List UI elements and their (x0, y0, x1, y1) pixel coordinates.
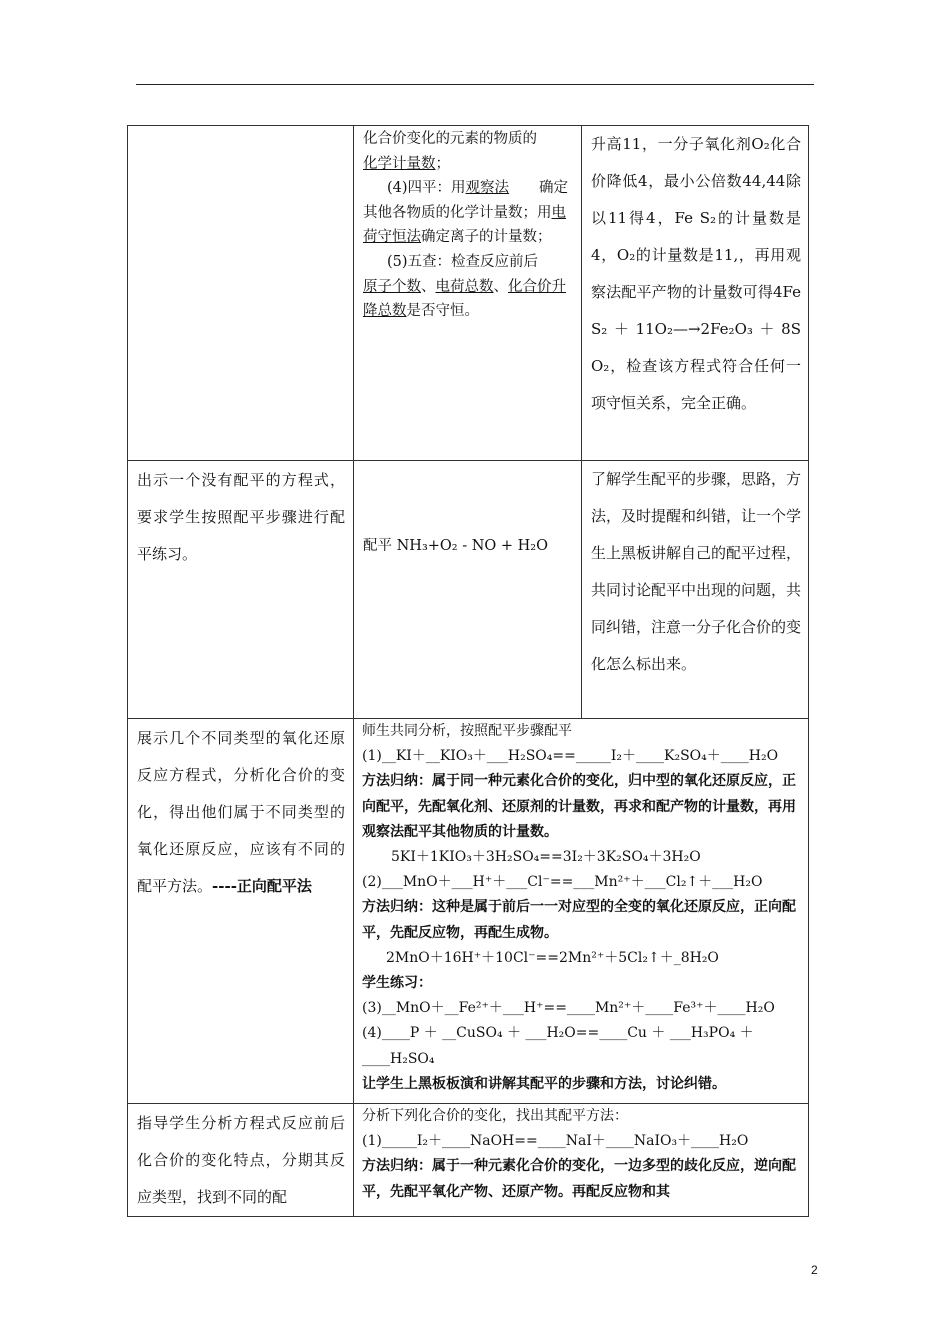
purpose-cell: 了解学生配平的步骤，思路，方法，及时提醒和纠错，让一个学生上黑板讲解自己的配平过程，共同讨论配平中出现的问题，共同纠错，注意一分子化合价的变化怎么标出来。 (582, 461, 809, 719)
teacher-activity-cell: 指导学生分析方程式反应前后化合价的变化特点，分期其反应类型，找到不同的配 (128, 1104, 354, 1217)
table-row (128, 461, 809, 719)
answer-2: 2MnO＋16H⁺＋10Cl⁻==2Mn²⁺＋5Cl₂↑＋_8H₂O (386, 949, 719, 966)
worked-example-text: 升高11，一分子氧化剂O₂化合价降低4，最小公倍数44,44除以11得4，Fe S₂的计量数是4，O₂的计量数是11,，再用观察法配平产物的计量数可得4Fe S₂＋11O₂—→2Fe₂O₃＋8S O₂，检查该方程式符合任何一项守恒关系，完全正确。 (591, 135, 801, 412)
teacher-activity-cell (128, 126, 354, 461)
answer-1: 5KI＋1KIO₃＋3H₂SO₄==3I₂＋3K₂SO₄＋3H₂O (391, 849, 701, 866)
method-summary: 方法归纳：属于同一种元素化合价的变化，归中型的氧化还原反应，正向配平，先配氧化剂、还原剂的计量数，再求和配产物的计量数，再用观察法配平其他物质的计量数。 (362, 773, 796, 840)
equation-3: (3)__MnO＋__Fe²⁺＋___H⁺==____Mn²⁺＋____Fe³⁺＋____H₂O (362, 1000, 775, 1017)
analysis-cell: 师生共同分析，按照配平步骤配平 (1)__KI＋__KIO₃＋___H₂SO₄==_____I₂＋____K₂SO₄＋____H₂O 方法归纳：属于同一种元素化合价的变化，归中型的氧化还原反应，正向配平，先配氧化剂、还原剂的计量数，再求和配产物的计量数，再用观察法配平其他物质的计量数。 5KI＋1KIO₃＋3H₂SO₄==3I₂＋3K₂SO₄＋3H₂O (2)___MnO＋___H⁺＋___Cl⁻==___Mn²⁺＋___Cl₂↑＋___H₂O 方法归纳：这种是属于前后一一对应型的全变的氧化还原反应，正向配平，先配反应物，再配生成物。 2MnO＋16H⁺＋10Cl⁻==2Mn²⁺＋5Cl₂↑＋_8H₂O 学生练习： (3)__MnO＋__Fe²⁺＋___H⁺==____Mn²⁺＋____Fe³⁺＋____H₂O (4)____P ＋ __CuSO₄ ＋ ___H₂O==____Cu ＋ ___H₃PO₄ ＋ ____H₂SO₄ 让学生上黑板板演和讲解其配平的步骤和方法，讨论纠错。 (354, 719, 809, 1104)
lesson-table (127, 125, 809, 1217)
teacher-activity-cell: 出示一个没有配平的方程式，要求学生按照配平步骤进行配平练习。 (128, 461, 354, 719)
equation-2: (2)___MnO＋___H⁺＋___Cl⁻==___Mn²⁺＋___Cl₂↑＋___H₂O (362, 874, 763, 891)
method-summary: 方法归纳：属于一种元素化合价的变化，一边多型的歧化反应，逆向配平，先配平氧化产物、还原产物。再配反应物和其 (362, 1158, 796, 1200)
step-description-cell: 化合价变化的元素的物质的 化学计量数； (4)四平：用观察法 确定其他各物质的化学计量数；用电荷守恒法确定离子的计量数； (5)五查：检查反应前后 原子个数、电荷总数、化合价升降总数是否守恒。 (354, 126, 582, 461)
method-summary: 方法归纳：这种是属于前后一一对应型的全变的氧化还原反应，正向配平，先配反应物，再配生成物。 (362, 899, 796, 941)
page-number: 2 (811, 1263, 818, 1277)
practice-heading: 学生练习： (362, 975, 432, 992)
closing-note: 让学生上黑板板演和讲解其配平的步骤和方法，讨论纠错。 (362, 1075, 726, 1092)
equation-1: (1)_____I₂＋____NaOH==____NaI＋____NaIO₃＋____H₂O (362, 1133, 749, 1150)
header-rule (136, 84, 814, 85)
table-row (128, 126, 809, 461)
table-row (128, 719, 809, 1104)
equation-1: (1)__KI＋__KIO₃＋___H₂SO₄==_____I₂＋____K₂SO₄＋____H₂O (362, 748, 779, 765)
teacher-activity-cell: 展示几个不同类型的氧化还原反应方程式，分析化合价的变化，得出他们属于不同类型的氧化还原反应，应该有不同的配平方法。----正向配平法 (128, 719, 354, 1104)
table-row (128, 1104, 809, 1217)
analysis-cell: 分析下列化合价的变化，找出其配平方法： (1)_____I₂＋____NaOH==____NaI＋____NaIO₃＋____H₂O 方法归纳：属于一种元素化合价的变化，一边多型的歧化反应，逆向配平，先配平氧化产物、还原产物。再配反应物和其 (354, 1104, 809, 1217)
equation-4: (4)____P ＋ __CuSO₄ ＋ ___H₂O==____Cu ＋ ___H₃PO₄ ＋ ____H₂SO₄ (362, 1025, 754, 1067)
worked-example-cell (582, 126, 809, 461)
exercise-cell: 配平 NH₃+O₂ - NO + H₂O (354, 461, 582, 719)
